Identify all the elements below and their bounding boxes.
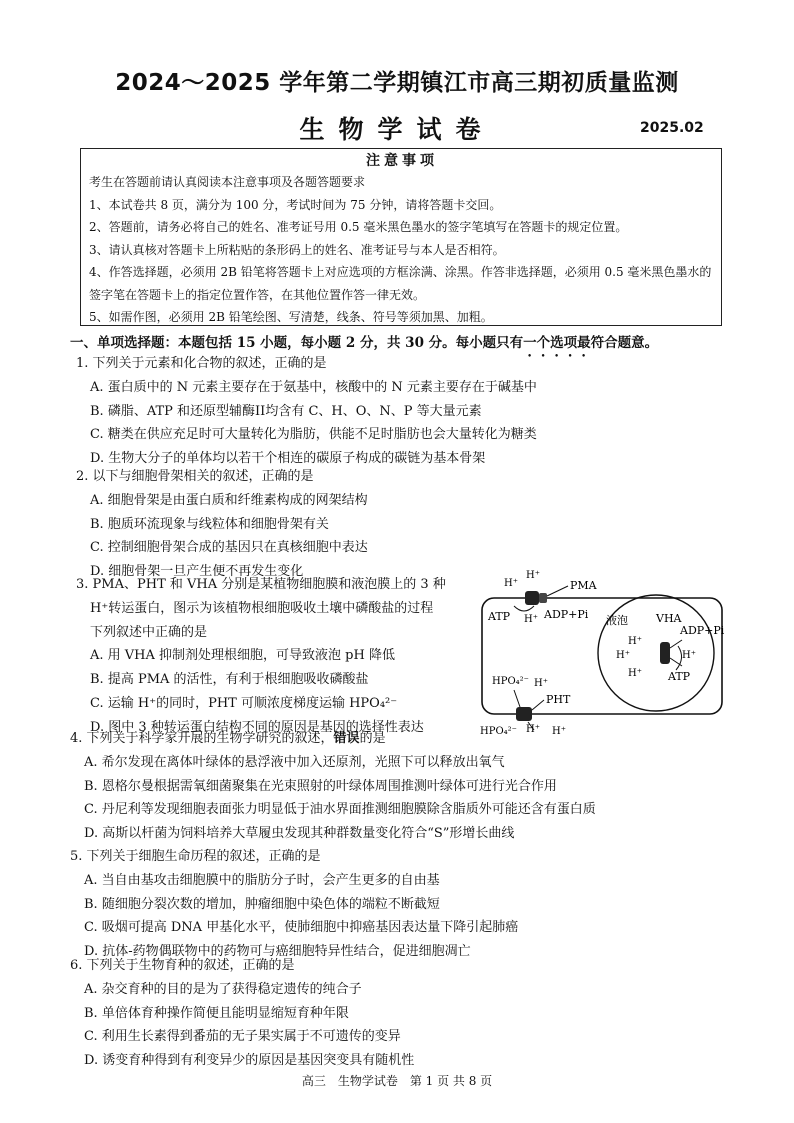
h-label: H⁺ xyxy=(526,570,540,581)
question-stem xyxy=(70,727,596,751)
adp-pi-label: ADP+Pi xyxy=(544,608,589,621)
hpo4-label: HPO₄²⁻ xyxy=(492,676,529,687)
atp-label: ATP xyxy=(488,610,511,623)
h-label: H⁺ xyxy=(616,650,630,661)
question-stem: 6. 下列关于生物育种的叙述，正确的是 xyxy=(70,958,295,973)
option-d: D. 生物大分子的单体均以若干个相连的碳原子构成的碳链为基本骨架 xyxy=(90,451,486,467)
h-label: H⁺ xyxy=(682,650,696,661)
question-stem: 1. 下列关于元素和化合物的叙述，正确的是 xyxy=(76,356,327,371)
notice-line: 1、本试卷共 8 页，满分为 100 分，考试时间为 75 分钟，请将答题卡交回。 xyxy=(89,197,502,212)
option-b: B. 磷脂、ATP 和还原型辅酶II均含有 C、H、O、N、P 等大量元素 xyxy=(90,403,482,419)
option-d: D. 诱变育种得到有利变异少的原因是基因突变具有随机性 xyxy=(84,1053,415,1069)
option-a: A. 蛋白质中的 N 元素主要存在于氨基中，核酸中的 N 元素主要存在于碱基中 xyxy=(90,379,537,395)
option-c: C. 利用生长素得到番茄的无子果实属于不可遗传的变异 xyxy=(84,1029,401,1045)
question-3 xyxy=(76,573,446,740)
question-stem-line: H⁺转运蛋白，图示为该植物根细胞吸收土壤中磷酸盐的过程 xyxy=(90,600,434,616)
question-stem-suffix: 的是 xyxy=(359,731,386,746)
transport-diagram xyxy=(476,570,736,745)
notice-box xyxy=(80,148,722,326)
vacuole-label: 液泡 xyxy=(606,614,628,627)
section-heading-suffix: 符合题意。 xyxy=(590,335,659,351)
page-footer: 高三 生物学试卷 第 1 页 共 8 页 xyxy=(301,1074,493,1088)
option-a: A. 当自由基攻击细胞膜中的脂肪分子时，会产生更多的自由基 xyxy=(84,872,440,888)
h-label: H⁺ xyxy=(504,578,518,589)
h-label: H⁺ xyxy=(534,678,548,689)
question-stem-emphasis: 错误 xyxy=(333,731,360,746)
question-2 xyxy=(76,465,368,584)
option-b: B. 恩格尔曼根据需氧细菌聚集在光束照射的叶绿体周围推测叶绿体可进行光合作用 xyxy=(84,778,557,794)
exam-date: 2025.02 xyxy=(640,120,704,136)
question-4 xyxy=(70,727,596,846)
question-stem-line: 下列叙述中正确的是 xyxy=(90,624,208,640)
option-a: A. 用 VHA 抑制剂处理根细胞，可导致液泡 pH 降低 xyxy=(90,648,395,664)
option-b: B. 胞质环流现象与线粒体和细胞骨架有关 xyxy=(90,516,329,532)
question-5 xyxy=(70,845,518,964)
section-heading-prefix: 一、单项选择题：本题包括 15 小题，每小题 2 分，共 30 分。每小题只有 xyxy=(70,335,524,351)
option-b: B. 单倍体育种操作简便且能明显缩短育种年限 xyxy=(84,1005,349,1021)
pma-protein xyxy=(525,591,539,605)
pht-label: PHT xyxy=(546,693,571,706)
notice-line: 2、答题前，请务必将自己的姓名、准考证号用 0.5 毫米黑色墨水的签字笔填写在答题卡的规定位置。 xyxy=(89,220,628,234)
pht-protein xyxy=(516,707,532,721)
pma-label: PMA xyxy=(570,579,597,592)
vha-protein xyxy=(660,642,670,664)
option-c: C. 糖类在供应充足时可大量转化为脂肪，供能不足时脂肪也会大量转化为糖类 xyxy=(90,427,537,443)
option-b: B. 随细胞分裂次数的增加，肿瘤细胞中染色体的端粒不断截短 xyxy=(84,896,440,912)
h-label: H⁺ xyxy=(526,724,540,735)
option-a: A. 希尔发现在离体叶绿体的悬浮液中加入还原剂，光照下可以释放出氧气 xyxy=(84,754,505,770)
adp-pi-label: ADP+Pi xyxy=(680,624,725,637)
option-d: D. 细胞骨架一旦产生便不再发生变化 xyxy=(90,564,304,580)
vha-label: VHA xyxy=(656,612,682,625)
option-c: C. 丹尼利等发现细胞表面张力明显低于油水界面推测细胞膜除含脂质外可能还含有蛋白质 xyxy=(84,802,596,818)
option-c: C. 控制细胞骨架合成的基因只在真核细胞中表达 xyxy=(90,540,368,556)
option-d: D. 图中 3 种转运蛋白结构不同的原因是基因的选择性表达 xyxy=(90,719,424,735)
notice-line: 4、作答选择题，必须用 2B 铅笔将答题卡上对应选项的方框涂满、涂黑。作答非选择题，必须用 0.5 毫米黑色墨水的签字笔在答题卡上的指定位置作答，在其他位置作答一律无效。 xyxy=(89,265,712,302)
question-1 xyxy=(76,352,537,471)
h-label: H⁺ xyxy=(552,726,566,737)
question-stem: 2. 以下与细胞骨架相关的叙述，正确的是 xyxy=(76,469,314,484)
question-stem-prefix: 4. 下列关于科学家开展的生物学研究的叙述， xyxy=(70,731,334,746)
option-a: A. 细胞骨架是由蛋白质和纤维素构成的网架结构 xyxy=(90,492,368,508)
notice-title: 注意事项 xyxy=(366,153,438,169)
option-c: C. 吸烟可提高 DNA 甲基化水平，使肺细胞中抑癌基因表达量下降引起肺癌 xyxy=(84,920,519,936)
option-d: D. 高斯以杆菌为饲料培养大草履虫发现其种群数量变化符合“S”形增长曲线 xyxy=(84,826,515,842)
question-stem-line: 3. PMA、PHT 和 VHA 分别是某植物细胞膜和液泡膜上的 3 种 xyxy=(76,577,446,592)
option-d: D. 抗体-药物偶联物中的药物可与癌细胞特异性结合，促进细胞凋亡 xyxy=(84,944,471,960)
option-c: C. 运输 H⁺的同时，PHT 可顺浓度梯度运输 HPO₄²⁻ xyxy=(90,695,398,711)
section-heading-emphasis: 一个选项最 xyxy=(523,335,591,351)
h-label: H⁺ xyxy=(628,668,642,679)
option-b: B. 提高 PMA 的活性，有利于根细胞吸收磷酸盐 xyxy=(90,672,369,688)
exam-subtitle: 生物学试卷 xyxy=(299,115,495,144)
exam-title: 2024～2025 学年第二学期镇江市高三期初质量监测 xyxy=(115,70,679,96)
h-label: H⁺ xyxy=(628,636,642,647)
hpo4-label: HPO₄²⁻ xyxy=(480,726,517,737)
atp-label: ATP xyxy=(668,670,691,683)
notice-line: 5、如需作图，必须用 2B 铅笔绘图、写清楚，线条、符号等须加黑、加粗。 xyxy=(89,310,493,324)
question-stem: 5. 下列关于细胞生命历程的叙述，正确的是 xyxy=(70,849,321,864)
notice-line: 3、请认真核对答题卡上所粘贴的条形码上的姓名、准考证号与本人是否相符。 xyxy=(89,242,505,257)
question-6 xyxy=(70,954,414,1073)
h-label: H⁺ xyxy=(524,614,538,625)
notice-line: 考生在答题前请认真阅读本注意事项及各题答题要求 xyxy=(89,175,366,189)
option-a: A. 杂交育种的目的是为了获得稳定遗传的纯合子 xyxy=(84,981,362,997)
